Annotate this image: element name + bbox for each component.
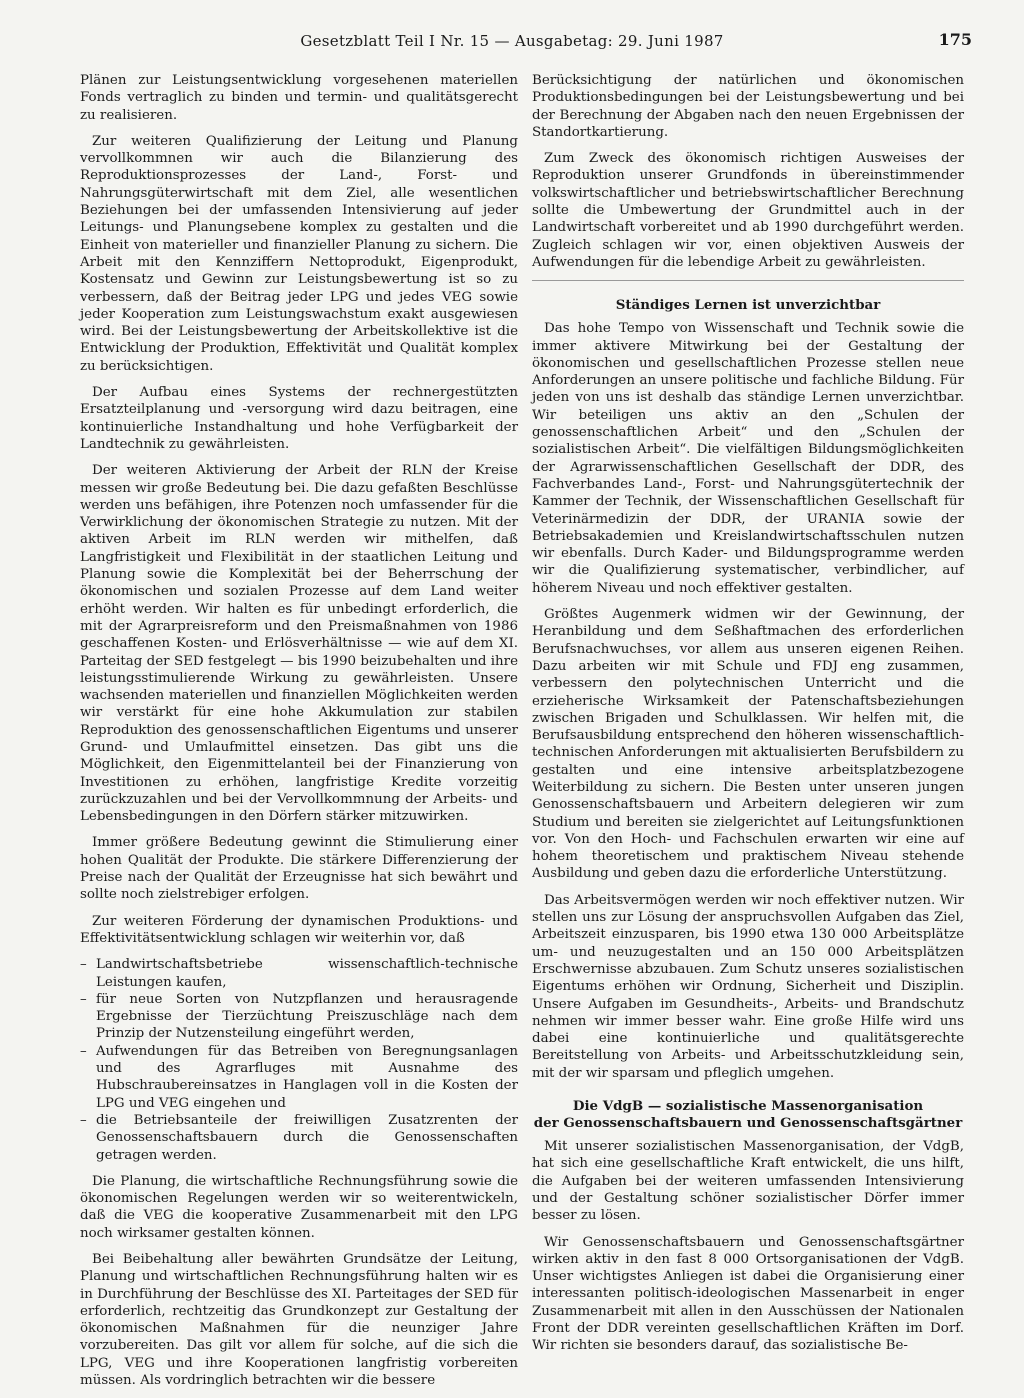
page-header bbox=[0, 30, 1024, 56]
paragraph: Das hohe Tempo von Wissenschaft und Technik sowie die immer aktivere Mitwirkung bei der Gestaltung der ökonomischen und gesellschaftlichen Prozesse stellen neue Anforderungen an unsere politische und fachliche Bildung. Für jeden von uns ist deshalb das ständige Lernen unverzichtbar. Wir beteiligen uns aktiv an den „Schulen der genossenschaftlichen Arbeit“ und den „Schulen der sozialistischen Arbeit“. Die vielfältigen Bildungsmöglichkeiten der Agrarwissenschaftlichen Gesellschaft der DDR, des Fachverbandes Land-, Forst- und Nahrungsgütertechnik der Kammer der Technik, der Wissenschaftlichen Gesellschaft für Veterinärmedizin der DDR, der URANIA sowie der Betriebsakademien und Kreislandwirtschaftsschulen nutzen wir ebenfalls. Durch Kader- und Bildungsprogramme werden wir die Qualifizierung systematischer, verbindlicher, auf höherem Niveau und noch effektiver gestalten. bbox=[532, 321, 964, 596]
section-heading-line: der Genossenschaftsbauern und Genossenschaftsgärtner bbox=[533, 1115, 963, 1132]
paragraph: Zur weiteren Qualifizierung der Leitung und Planung vervollkommnen wir auch die Bilanzierung des Reproduktionsprozesses der Land-, Forst- und Nahrungsgüterwirtschaft mit dem Ziel, alle wesentlichen Beziehungen bei der umfassenden Intensivierung auf jeder Leitungs- und Planungsebene komplex zu gestalten und die Einheit von materieller und finanzieller Planung zu sichern. Die Arbeit mit den Kennziffern Nettoprodukt, Eigenprodukt, Kostensatz und Gewinn zur Leistungsbewertung ist so zu verbessern, daß der Beitrag jeder LPG und jedes VEG sowie jeder Kooperation zum Leistungswachstum exakt ausgewiesen wird. Bei der Leistungsbewertung der Arbeitskollektive ist die Entwicklung der Produktion, Effektivität und Qualität komplex zu berücksichtigen. bbox=[80, 133, 518, 374]
paragraph: Größtes Augenmerk widmen wir der Gewinnung, der Heranbildung und dem Seßhaftmachen des erforderlichen Berufsnachwuchses, vor allem aus unseren eigenen Reihen. Dazu arbeiten wir mit Schule und FDJ eng zusammen, verbessern den polytechnischen Unterricht und die erzieherische Wirksamkeit der Patenschaftsbeziehungen zwischen Brigaden und Schulklassen. Wir helfen mit, die Berufsausbildung entsprechend den höheren wissenschaftlich-technischen Anforderungen mit aktualisierten Berufsbildern zu gestalten und eine intensive arbeitsplatzbezogene Weiterbildung zu sichern. Die Besten unter unseren jungen Genossenschaftsbauern und Arbeitern delegieren wir zum Studium und bereiten sie zielgerichtet auf Leitungsfunktionen vor. Von den Hoch- und Fachschulen erwarten wir eine auf hohem theoretischem und praktischem Niveau stehende Ausbildung und geben dazu die erforderliche Unterstützung. bbox=[532, 607, 964, 882]
left-column bbox=[80, 72, 518, 1398]
paragraph: Wir Genossenschaftsbauern und Genossenschaftsgärtner wirken aktiv in den fast 8 000 Ortsorganisationen der VdgB. Unser wichtigstes Anliegen ist dabei die Organisierung einer interessanten politisch-ideologischen Massenarbeit in enger Zusammenarbeit mit allen in den Ausschüssen der Nationalen Front der DDR vereinten gesellschaftlichen Kräften im Dorf. Wir richten sie besonders darauf, das sozialistische Be- bbox=[532, 1234, 964, 1354]
section-divider bbox=[532, 280, 964, 281]
paragraph: Zur weiteren Förderung der dynamischen Produktions- und Effektivitätsentwicklung schlagen wir weiterhin vor, daß bbox=[80, 913, 518, 946]
list-item: – die Betriebsanteile der freiwilligen Zusatzrenten der Genossenschaftsbauern durch die Genossenschaften getragen werden. bbox=[80, 1112, 518, 1164]
paragraph: Berücksichtigung der natürlichen und ökonomischen Produktionsbedingungen bei der Leistungsbewertung und bei der Berechnung der Abgaben nach den neuen Ergebnissen der Standortkartierung. bbox=[532, 73, 964, 140]
paragraph: Plänen zur Leistungsentwicklung vorgesehenen materiellen Fonds vertraglich zu binden und termin- und qualitätsgerecht zu realisieren. bbox=[80, 73, 518, 123]
proposal-list bbox=[80, 956, 518, 1164]
list-item: – für neue Sorten von Nutzpflanzen und herausragende Ergebnisse der Tierzüchtung Preiszuschläge nach dem Prinzip der Nutzensteilung eingeführt werden, bbox=[80, 991, 518, 1043]
paragraph: Das Arbeitsvermögen werden wir noch effektiver nutzen. Wir stellen uns zur Lösung der anspruchsvollen Aufgaben das Ziel, Arbeitszeit einzusparen, bis 1990 etwa 130 000 Arbeitsplätze um- und neuzugestalten und an 150 000 Arbeitsplätzen Erschwernisse abzubauen. Zum Schutz unseres sozialistischen Eigentums erhöhen wir Ordnung, Sicherheit und Disziplin. Unsere Aufgaben im Gesundheits-, Arbeits- und Brandschutz nehmen wir immer besser wahr. Eine große Hilfe wird uns dabei eine kontinuierliche und qualitätsgerechte Bereitstellung von Arbeits- und Arbeitsschutzkleidung sein, mit der wir sparsam und pfleglich umgehen. bbox=[532, 892, 964, 1081]
section-heading-line: Die VdgB — sozialistische Massenorganisation bbox=[572, 1098, 924, 1115]
paragraph: Der Aufbau eines Systems der rechnergestützten Ersatzteilplanung und -versorgung wird dazu beitragen, eine kontinuierliche Instandhaltung und hohe Verfügbarkeit der Landtechnik zu gewährleisten. bbox=[80, 385, 518, 452]
right-column bbox=[532, 72, 964, 1364]
paragraph: Mit unserer sozialistischen Massenorganisation, der VdgB, hat sich eine gesellschaftliche Kraft entwickelt, die uns hilft, die Aufgaben bei der weiteren umfassenden Intensivierung und der Gestaltung schöner sozialistischer Dörfer immer besser zu lösen. bbox=[532, 1139, 964, 1224]
list-item: – Aufwendungen für das Betreiben von Beregnungsanlagen und des Agrarfluges mit Ausnahme des Hubschraubereinsatzes in Hanglagen voll in die Kosten der LPG und VEG eingehen und bbox=[80, 1043, 518, 1112]
paragraph: Der weiteren Aktivierung der Arbeit der RLN der Kreise messen wir große Bedeutung bei. Die dazu gefaßten Beschlüsse werden uns befähigen, ihre Potenzen noch umfassender für die Verwirklichung der ökonomischen Strategie zu nutzen. Mit der aktiven Arbeit im RLN werden wir mithelfen, daß Langfristigkeit und Flexibilität in der staatlichen Leitung und Planung sowie die Komplexität bei der Beherrschung der ökonomischen und sozialen Prozesse auf dem Land weiter erhöht werden. Wir halten es für unbedingt erforderlich, die mit der Agrarpreisreform und den Preismaßnahmen von 1986 geschaffenen Kosten- und Erlösverhältnisse — wie auf dem XI. Parteitag der SED festgelegt — bis 1990 beizubehalten und ihre leistungsstimulierende Wirkung zu gewährleisten. Unsere wachsenden materiellen und finanziellen Möglichkeiten werden wir verstärkt für eine hohe Akkumulation zur stabilen Reproduktion des genossenschaftlichen Eigentums und unserer Grund- und Umlaufmittel einsetzen. Das gibt uns die Möglichkeit, den Eigenmittelanteil bei der Finanzierung von Investitionen zu erhöhen, langfristige Kredite vorzeitig zurückzuzahlen und bei der Vervollkommnung der Arbeits- und Lebensbedingungen in den Dörfern stärker mitzuwirken. bbox=[80, 463, 518, 825]
page-number: 175 bbox=[938, 30, 972, 49]
paragraph: Die Planung, die wirtschaftliche Rechnungsführung sowie die ökonomischen Regelungen werden wir so weiterentwickeln, daß die VEG die kooperative Zusammenarbeit mit den LPG noch wirksamer gestalten können. bbox=[80, 1173, 518, 1241]
section-heading bbox=[532, 1098, 964, 1132]
paragraph: Bei Beibehaltung aller bewährten Grundsätze der Leitung, Planung und wirtschaftlichen Rechnungsführung halten wir es in Durchführung der Beschlüsse des XI. Parteitages der SED für erforderlich, rechtzeitig das Grundkonzept zur Gestaltung der ökonomischen Maßnahmen für die neunziger Jahre vorzubereiten. Das gilt vor allem für solche, auf die sich die LPG, VEG und ihre Kooperationen langfristig vorbereiten müssen. Als vordringlich betrachten wir die bessere bbox=[80, 1252, 518, 1389]
section-heading: Ständiges Lernen ist unverzichtbar bbox=[615, 297, 881, 314]
header-title: Gesetzblatt Teil I Nr. 15 — Ausgabetag: 29. Juni 1987 bbox=[300, 32, 724, 50]
list-item: – Landwirtschaftsbetriebe wissenschaftlich-technische Leistungen kaufen, bbox=[80, 956, 518, 991]
paragraph: Immer größere Bedeutung gewinnt die Stimulierung einer hohen Qualität der Produkte. Die stärkere Differenzierung der Preise nach der Qualität der Erzeugnisse hat sich bewährt und sollte noch zielstrebiger erfolgen. bbox=[80, 835, 518, 903]
paragraph: Zum Zweck des ökonomisch richtigen Ausweises der Reproduktion unserer Grundfonds in übereinstimmender volkswirtschaftlicher und betriebswirtschaftlicher Berechnung sollte die Umbewertung der Grundmittel auch in der Landwirtschaft vorbereitet und ab 1990 durchgeführt werden. Zugleich schlagen wir vor, einen objektiven Ausweis der Aufwendungen für die lebendige Arbeit zu gewährleisten. bbox=[532, 151, 964, 270]
